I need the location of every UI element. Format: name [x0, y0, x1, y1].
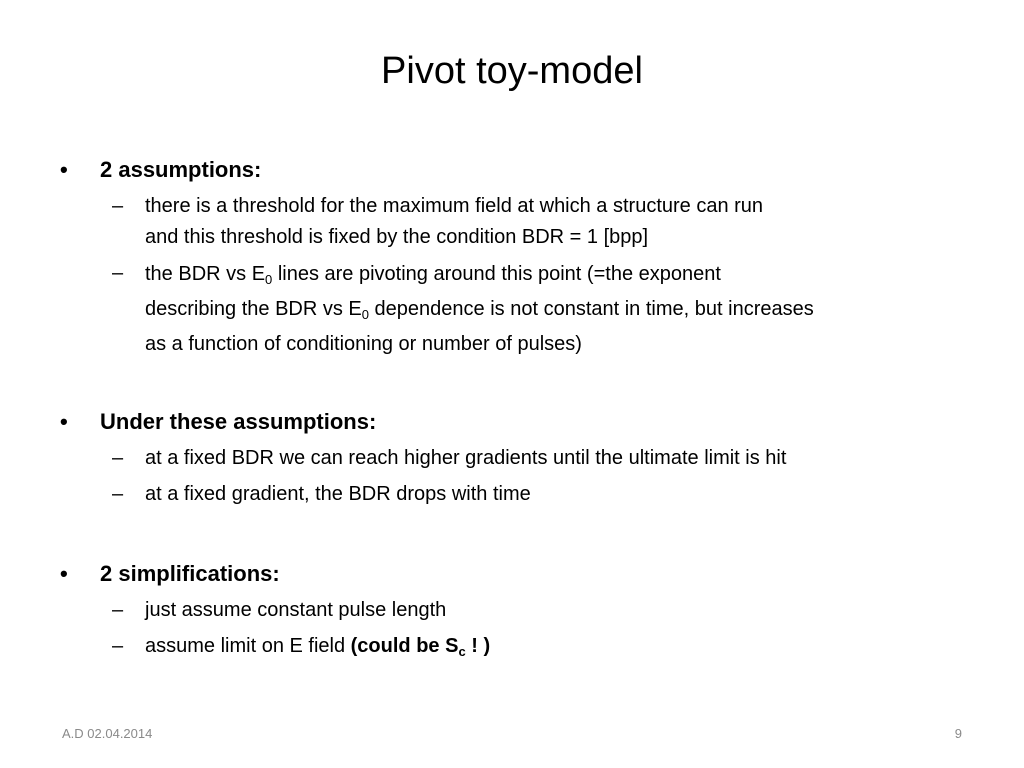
- bullet-heading: Under these assumptions:: [100, 409, 377, 434]
- dash-marker: –: [112, 599, 124, 621]
- dash-marker: –: [112, 483, 124, 505]
- bullet-marker: •: [60, 409, 68, 434]
- item-text: assume limit on E field (could be $S_c$ ! ): [145, 635, 491, 659]
- item-line: describing the BDR vs $E_0$ dependence is not constant in time, but increases: [145, 298, 814, 322]
- item-text: at a fixed gradient, the BDR drops with time: [145, 483, 531, 505]
- bullet-heading: 2 assumptions:: [100, 157, 262, 182]
- dash-marker: –: [112, 195, 124, 217]
- slide-number: 9: [954, 726, 962, 741]
- dash-marker: –: [112, 447, 124, 469]
- item-line: and this threshold is fixed by the condition BDR = 1 [bpp]: [145, 226, 649, 248]
- bullet-heading: 2 simplifications:: [100, 561, 280, 586]
- dash-marker: –: [112, 635, 124, 657]
- item-text: at a fixed BDR we can reach higher gradients until the ultimate limit is hit: [145, 447, 787, 469]
- bullet-marker: •: [60, 157, 68, 182]
- item-text: just assume constant pulse length: [145, 599, 447, 621]
- item-line: the BDR vs $E_0$ lines are pivoting around this point (=the exponent: [145, 263, 721, 287]
- item-line: there is a threshold for the maximum field at which a structure can run: [145, 195, 764, 217]
- footer-author-date: A.D 02.04.2014: [62, 726, 153, 741]
- bullet-marker: •: [60, 561, 68, 586]
- slide-title: Pivot toy-model: [381, 50, 643, 92]
- item-line: as a function of conditioning or number of pulses): [145, 333, 582, 355]
- dash-marker: –: [112, 262, 124, 284]
